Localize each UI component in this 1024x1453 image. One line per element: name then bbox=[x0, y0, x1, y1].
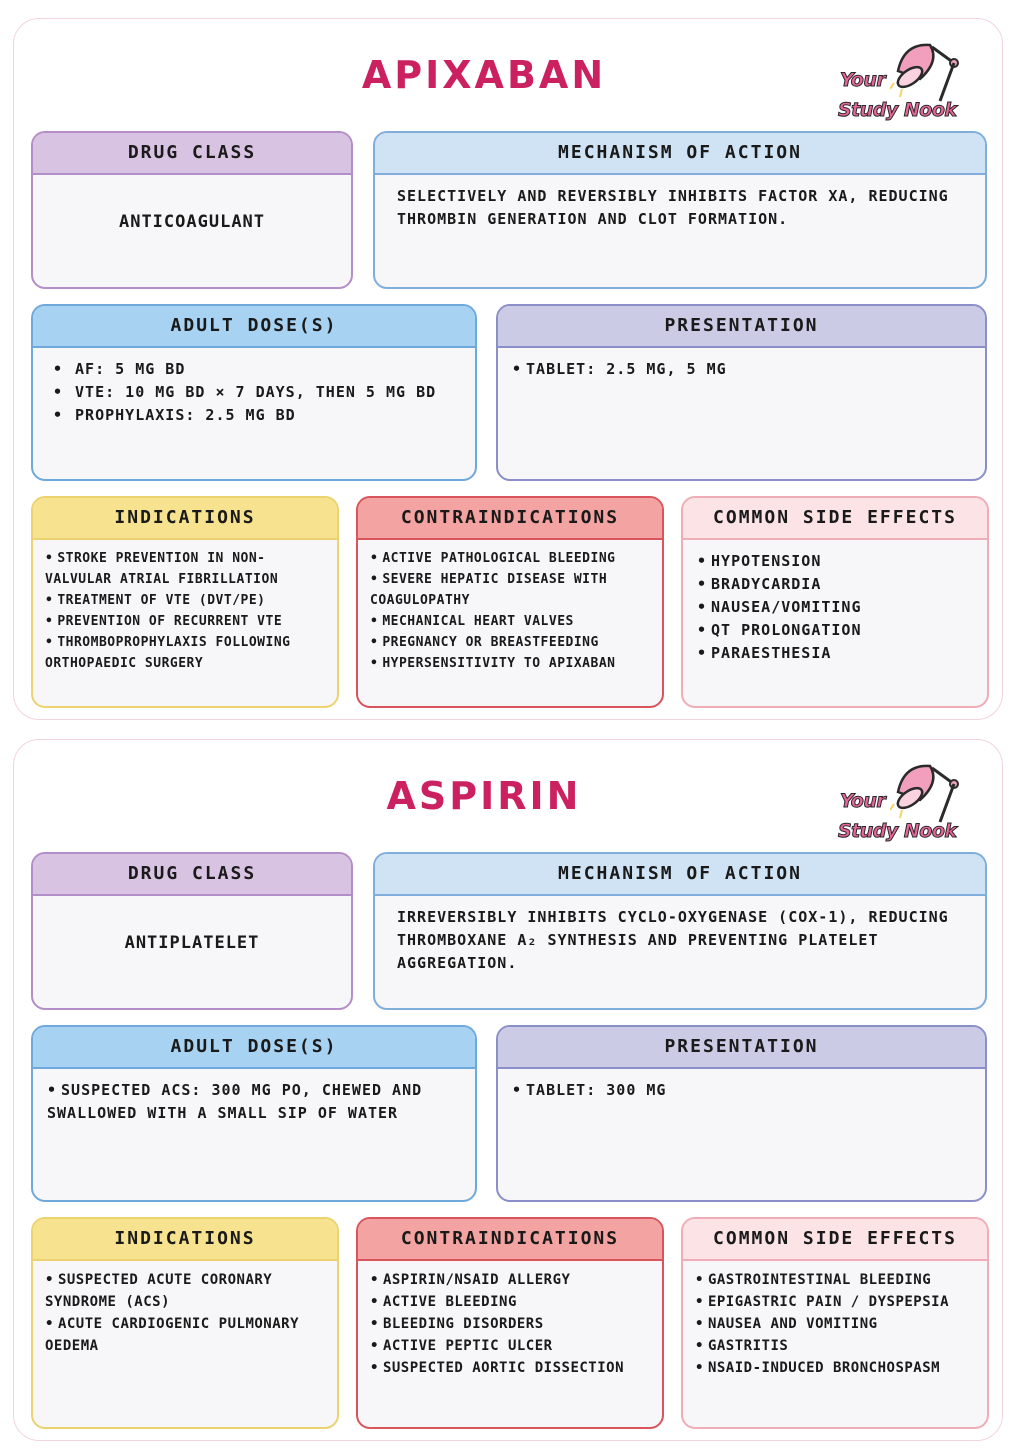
mechanism-card bbox=[373, 852, 987, 1010]
list-item: • VTE: 10 MG BD × 7 DAYS, THEN 5 MG BD bbox=[53, 381, 461, 404]
logo-text-line1: Your bbox=[840, 69, 886, 91]
list-item: • TABLET: 300 MG bbox=[512, 1079, 971, 1102]
drug-title: ASPIRIN bbox=[386, 774, 582, 818]
presentation-card bbox=[496, 1025, 987, 1202]
list-item: • NAUSEA/VOMITING bbox=[697, 596, 973, 619]
drug-class-value: ANTICOAGULANT bbox=[118, 212, 266, 232]
side-effects-card bbox=[681, 496, 989, 708]
drug-class-card bbox=[31, 131, 353, 289]
study-nook-logo bbox=[836, 31, 966, 121]
indications-list bbox=[45, 1269, 325, 1357]
list-item: • SUSPECTED ACUTE CORONARY SYNDROME (ACS) bbox=[45, 1269, 325, 1313]
list-item: • ASPIRIN/NSAID ALLERGY bbox=[370, 1269, 650, 1291]
side-effects-list bbox=[695, 1269, 975, 1379]
adult-dose-heading: ADULT DOSE(S) bbox=[33, 306, 475, 348]
study-nook-logo bbox=[836, 752, 966, 842]
indications-heading: INDICATIONS bbox=[33, 498, 337, 540]
indications-heading: INDICATIONS bbox=[33, 1219, 337, 1261]
mechanism-text: IRREVERSIBLY INHIBITS CYCLO-OXYGENASE (COX-1), REDUCING THROMBOXANE A₂ SYNTHESIS AND PREVENTING PLATELET AGGREGATION. bbox=[397, 908, 949, 972]
drug-sheet-aspirin bbox=[13, 739, 1003, 1441]
drug-title: APIXABAN bbox=[361, 53, 607, 97]
contraindications-list bbox=[370, 1269, 650, 1379]
adult-dose-list bbox=[47, 1079, 461, 1125]
adult-dose-heading: ADULT DOSE(S) bbox=[33, 1027, 475, 1069]
presentation-card bbox=[496, 304, 987, 481]
presentation-heading: PRESENTATION bbox=[498, 306, 985, 348]
list-item: • HYPERSENSITIVITY TO APIXABAN bbox=[370, 653, 650, 674]
side-effects-card bbox=[681, 1217, 989, 1429]
adult-dose-list bbox=[47, 358, 461, 427]
list-item: • TREATMENT OF VTE (DVT/PE) bbox=[45, 590, 325, 611]
logo-text-line2: Study Nook bbox=[838, 99, 957, 121]
list-item: • BRADYCARDIA bbox=[697, 573, 973, 596]
drug-class-heading: DRUG CLASS bbox=[33, 854, 351, 896]
drug-class-heading: DRUG CLASS bbox=[33, 133, 351, 175]
presentation-list bbox=[512, 358, 971, 381]
presentation-heading: PRESENTATION bbox=[498, 1027, 985, 1069]
list-item: • SUSPECTED ACS: 300 MG PO, CHEWED AND SWALLOWED WITH A SMALL SIP OF WATER bbox=[47, 1079, 461, 1125]
list-item: • ACTIVE BLEEDING bbox=[370, 1291, 650, 1313]
list-item: • EPIGASTRIC PAIN / DYSPEPSIA bbox=[695, 1291, 975, 1313]
list-item: • PROPHYLAXIS: 2.5 MG BD bbox=[53, 404, 461, 427]
logo-text-line1: Your bbox=[840, 790, 886, 812]
list-item: • ACTIVE PATHOLOGICAL BLEEDING bbox=[370, 548, 650, 569]
contraindications-card bbox=[356, 1217, 664, 1429]
list-item: • MECHANICAL HEART VALVES bbox=[370, 611, 650, 632]
list-item: • SEVERE HEPATIC DISEASE WITH COAGULOPATHY bbox=[370, 569, 650, 611]
mechanism-heading: MECHANISM OF ACTION bbox=[375, 854, 985, 896]
list-item: • BLEEDING DISORDERS bbox=[370, 1313, 650, 1335]
list-item: • PREVENTION OF RECURRENT VTE bbox=[45, 611, 325, 632]
list-item: • THROMBOPROPHYLAXIS FOLLOWING ORTHOPAEDIC SURGERY bbox=[45, 632, 325, 674]
side-effects-list bbox=[697, 550, 973, 665]
list-item: • PARAESTHESIA bbox=[697, 642, 973, 665]
contraindications-list bbox=[370, 548, 650, 674]
list-item: • HYPOTENSION bbox=[697, 550, 973, 573]
list-item: • STROKE PREVENTION IN NON-VALVULAR ATRIAL FIBRILLATION bbox=[45, 548, 325, 590]
list-item: • GASTROINTESTINAL BLEEDING bbox=[695, 1269, 975, 1291]
presentation-list bbox=[512, 1079, 971, 1102]
drug-sheet-apixaban bbox=[13, 18, 1003, 720]
adult-dose-card bbox=[31, 1025, 477, 1202]
list-item: • AF: 5 MG BD bbox=[53, 358, 461, 381]
side-effects-heading: COMMON SIDE EFFECTS bbox=[683, 1219, 987, 1261]
contraindications-heading: CONTRAINDICATIONS bbox=[358, 498, 662, 540]
drug-class-card bbox=[31, 852, 353, 1010]
mechanism-heading: MECHANISM OF ACTION bbox=[375, 133, 985, 175]
indications-card bbox=[31, 496, 339, 708]
list-item: • TABLET: 2.5 MG, 5 MG bbox=[512, 358, 971, 381]
contraindications-heading: CONTRAINDICATIONS bbox=[358, 1219, 662, 1261]
mechanism-text: SELECTIVELY AND REVERSIBLY INHIBITS FACTOR XA, REDUCING THROMBIN GENERATION AND CLOT FORMATION. bbox=[397, 187, 949, 228]
list-item: • NAUSEA AND VOMITING bbox=[695, 1313, 975, 1335]
logo-text-line2: Study Nook bbox=[838, 820, 957, 842]
drug-class-value: ANTIPLATELET bbox=[124, 933, 260, 953]
list-item: • QT PROLONGATION bbox=[697, 619, 973, 642]
contraindications-card bbox=[356, 496, 664, 708]
indications-card bbox=[31, 1217, 339, 1429]
list-item: • PREGNANCY OR BREASTFEEDING bbox=[370, 632, 650, 653]
adult-dose-card bbox=[31, 304, 477, 481]
list-item: • SUSPECTED AORTIC DISSECTION bbox=[370, 1357, 650, 1379]
side-effects-heading: COMMON SIDE EFFECTS bbox=[683, 498, 987, 540]
list-item: • GASTRITIS bbox=[695, 1335, 975, 1357]
indications-list bbox=[45, 548, 325, 674]
mechanism-card bbox=[373, 131, 987, 289]
list-item: • ACTIVE PEPTIC ULCER bbox=[370, 1335, 650, 1357]
list-item: • NSAID-INDUCED BRONCHOSPASM bbox=[695, 1357, 975, 1379]
list-item: • ACUTE CARDIOGENIC PULMONARY OEDEMA bbox=[45, 1313, 325, 1357]
